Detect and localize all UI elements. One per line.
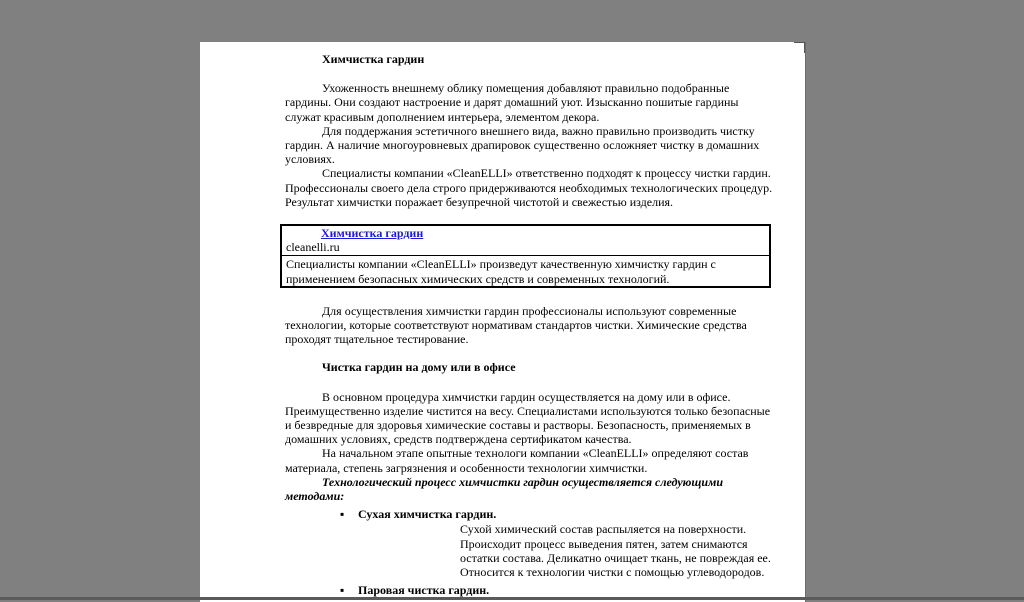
bullet-icon: ▪	[340, 583, 345, 598]
document-page	[200, 42, 805, 602]
process-lead: Технологический процесс химчистки гардин осуществляется следующими методами:	[285, 474, 723, 504]
paragraph: Для осуществления химчистки гардин профессионалы используют современные технологии, которые соответствуют нормативам стандартов чистки. Химические средства проходят тщательное тестирование.	[285, 303, 747, 347]
list-item-title: Сухая химчистка гардин.	[358, 507, 497, 522]
heading-home-office: Чистка гардин на дому или в офисе	[322, 360, 516, 375]
paragraph: Для поддержания эстетичного внешнего вида, важно правильно производить чистку гардин. А наличие многоуровневых драпировок существенно осложняет чистку в домашних условиях.	[285, 123, 760, 167]
ad-block	[280, 224, 771, 288]
ad-title-link[interactable]: Химчистка гардин	[321, 226, 424, 241]
bullet-icon: ▪	[340, 507, 345, 522]
document-content	[285, 52, 775, 598]
list-item	[340, 583, 775, 598]
paragraph: В основном процедура химчистки гардин осуществляется на дому или в офисе. Преимущественно изделие чистится на весу. Специалистами используются только безопасные и безвредные для здоровья химические составы и растворы. Безопасность, применяемых в домашних условиях, средств подтверждена сертификатом качества.	[285, 389, 771, 447]
paragraph: Ухоженность внешнему облику помещения добавляют правильно подобранные гардины. Они создают настроение и дарят домашний уют. Изысканно пошитые гардины служат красивым дополнением интерьера, элементом декора.	[285, 81, 739, 124]
paragraph: Специалисты компании «CleanELLI» ответственно подходят к процессу чистки гардин. Профессионалы своего дела строго придерживаются необходимых технологических процедур. Результат химчистки поражает безупречной чистотой и свежестью изделия.	[285, 166, 773, 209]
paragraph: На начальном этапе опытные технологи компании «CleanELLI» определяют состав материала, степень загрязнения и особенности технологии химчистки.	[285, 446, 749, 475]
page-corner	[794, 42, 805, 53]
ad-header	[282, 226, 769, 256]
list-item	[340, 507, 775, 522]
spacer	[285, 288, 775, 304]
list-item-description: Сухой химический состав распыляется на поверхности. Происходит процесс выведения пятен, затем снимаются остатки состава. Деликатно очищает ткань, не повреждая ее. Относится к технологии чистки с помощью углеводородов.	[460, 522, 771, 580]
ad-domain: cleanelli.ru	[286, 240, 340, 255]
heading-curtain-cleaning: Химчистка гардин	[322, 52, 425, 66]
spacer	[285, 209, 775, 223]
spacer	[285, 346, 775, 360]
list-item-title: Паровая чистка гардин.	[358, 583, 490, 598]
ad-text: Специалисты компании «CleanELLI» произведут качественную химчистку гардин с применением безопасных химических средств и современных технологий.	[286, 257, 716, 286]
